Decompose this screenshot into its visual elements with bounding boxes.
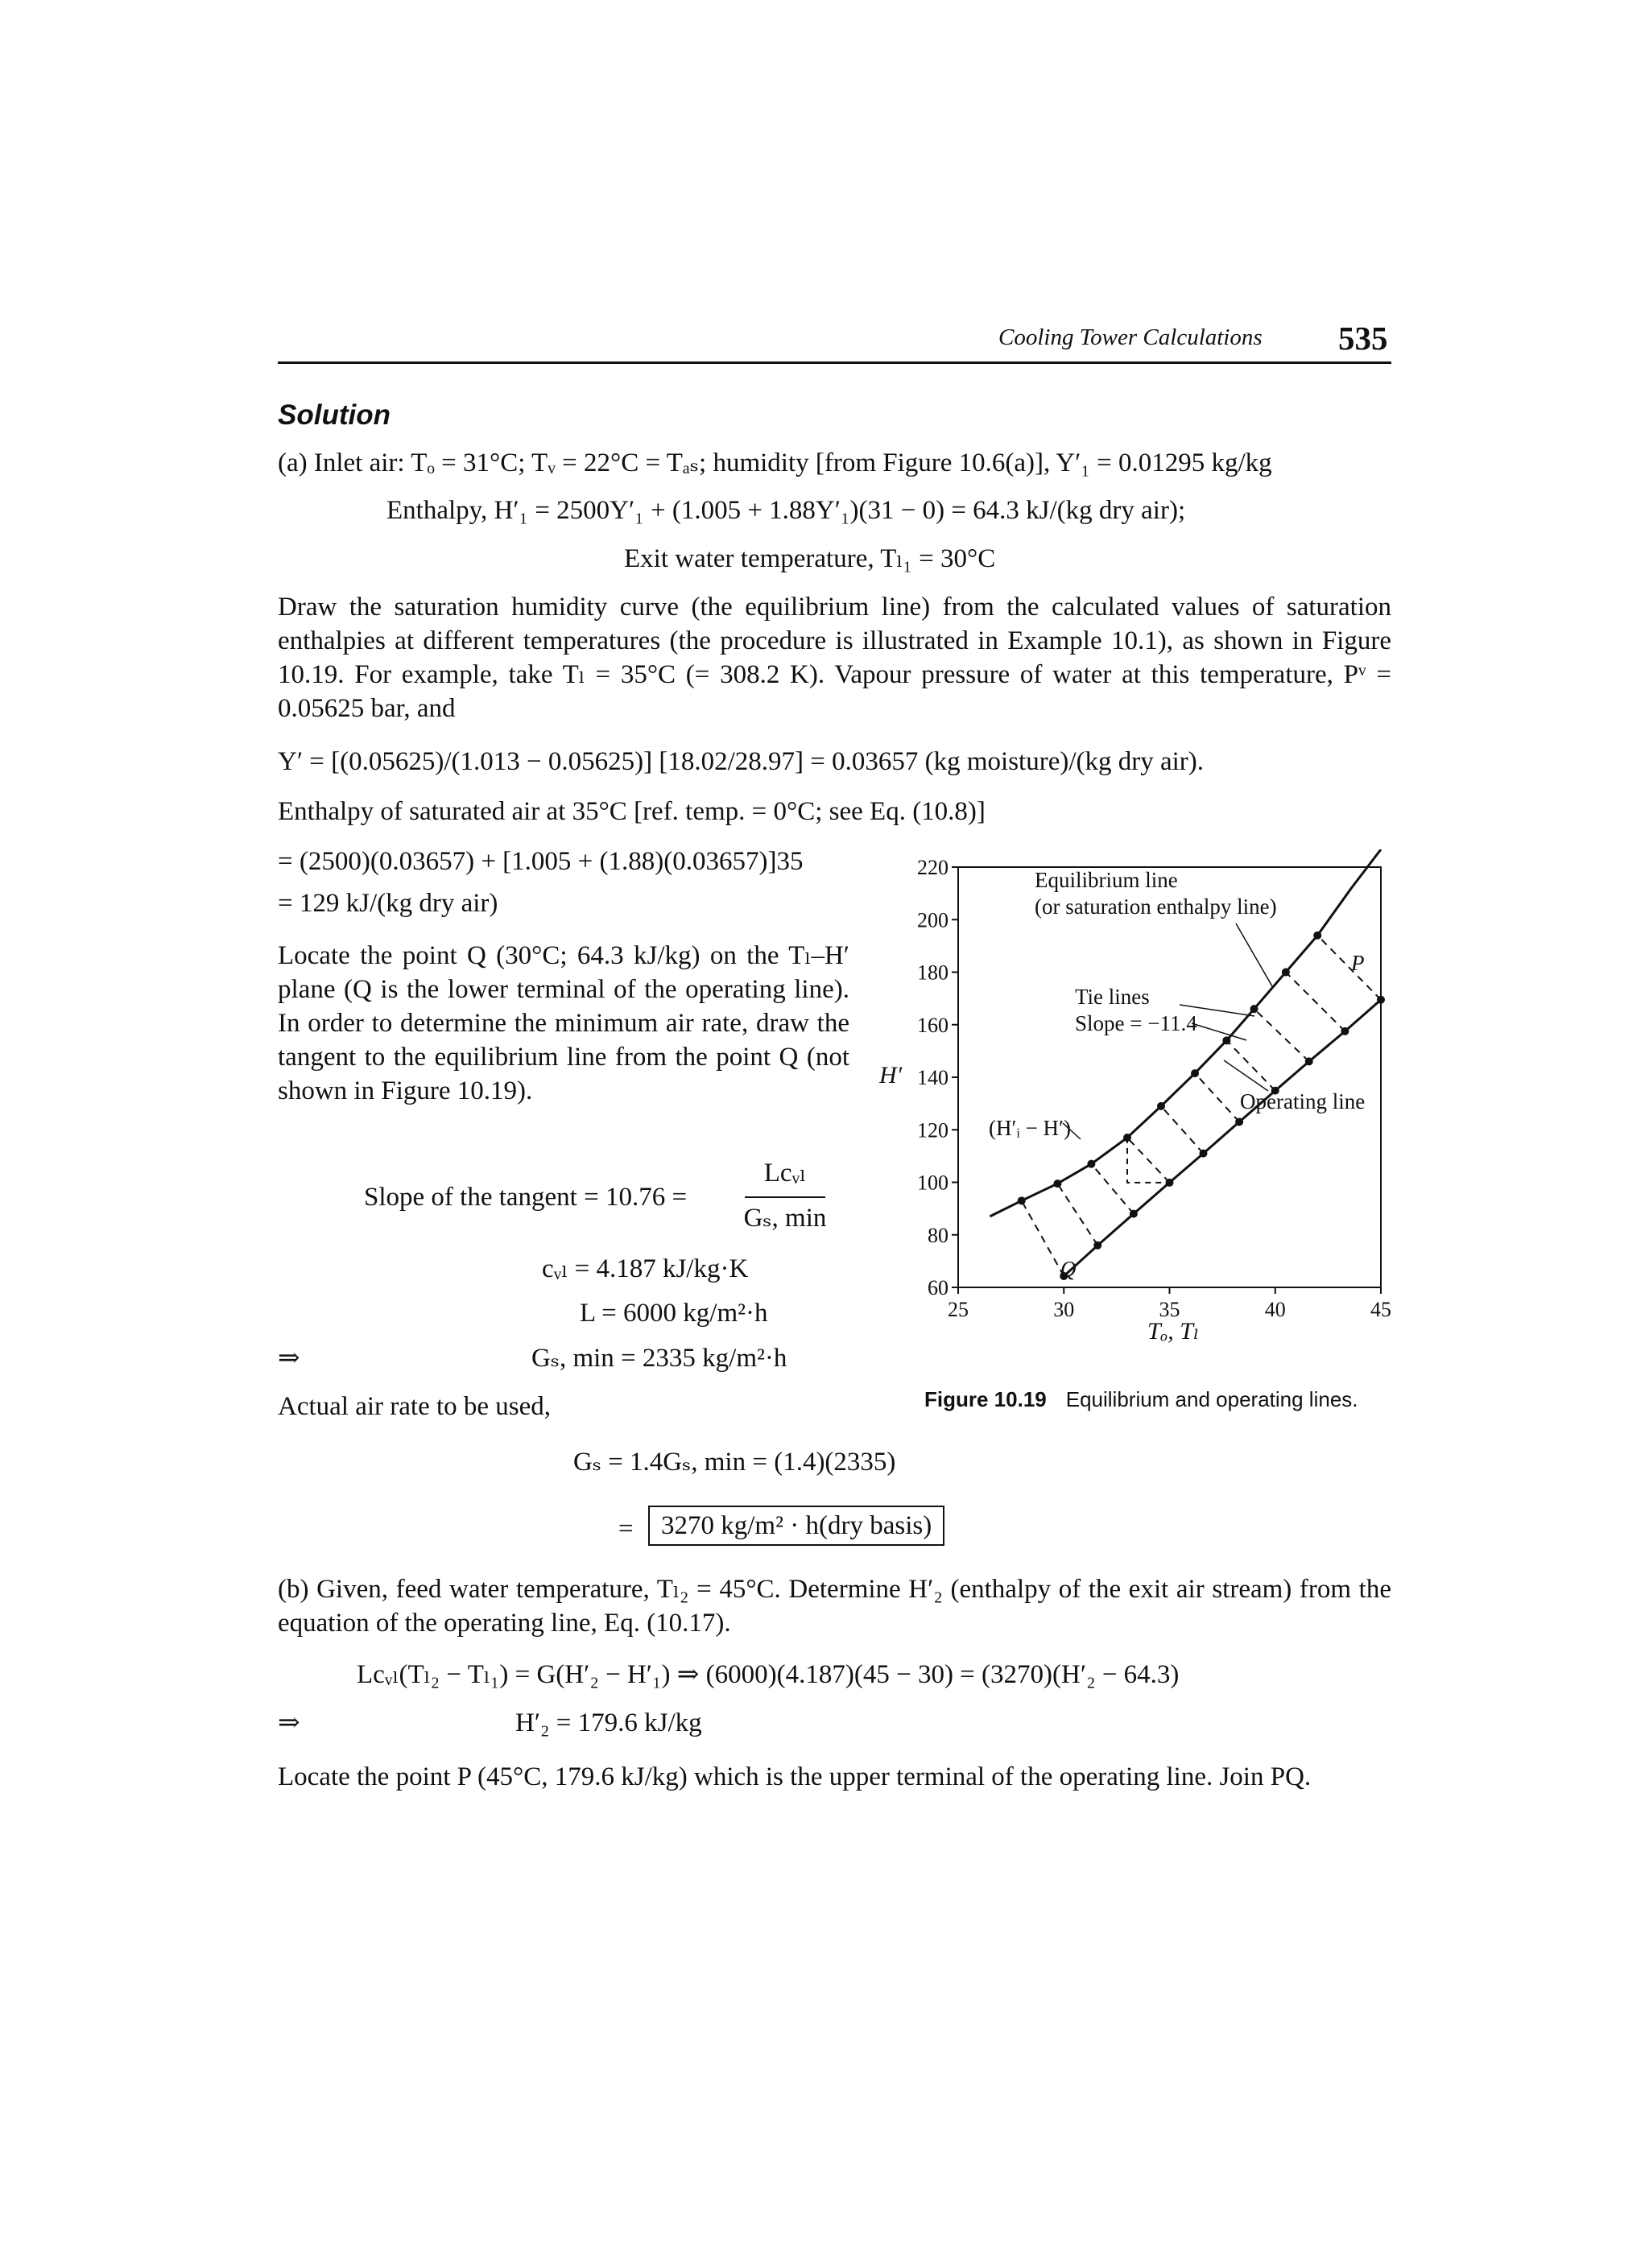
operating-point: [1305, 1057, 1313, 1065]
tie-line: [1226, 1040, 1275, 1090]
operating-pointer: [1224, 1060, 1268, 1091]
solution-heading: Solution: [278, 399, 391, 431]
equilibrium-label-1: Equilibrium line: [1035, 868, 1178, 892]
part-b-equation-1: Lcᵥₗ(Tₗ₂ − Tₗ₁) = G(H′₂ − H′₁) ⇒ (6000)(4.187)(45 − 30) = (3270)(H′₂ − 64.3): [357, 1660, 1180, 1689]
equilibrium-pointer: [1236, 923, 1272, 986]
equilibrium-label-2: (or saturation enthalpy line): [1035, 894, 1277, 919]
x-tick-label: 30: [1053, 1298, 1075, 1321]
figure-caption-text: Equilibrium and operating lines.: [1065, 1387, 1358, 1411]
tie-line: [1286, 973, 1345, 1031]
header-rule: [278, 361, 1391, 364]
operating-point: [1377, 996, 1385, 1004]
point-q-label: Q: [1060, 1257, 1077, 1281]
part-a-paragraph: Draw the saturation humidity curve (the equilibrium line) from the calculated values of saturation enthalpies at different temperatures (the procedure is illustrated in Example 10.1), as shown in Figure 10.19. For example, take Tₗ = 35°C (= 308.2 K). Vapour pressure of water at this temperature, Pᵛ = 0.05625 bar, and: [278, 593, 1391, 723]
page-number: 535: [1338, 320, 1388, 357]
equilibrium-point: [1250, 1005, 1258, 1013]
actual-air-rate: Actual air rate to be used,: [278, 1392, 552, 1421]
driving-force-label: (H′ᵢ − H′): [989, 1116, 1071, 1140]
y-tick-label: 60: [928, 1276, 948, 1299]
operating-point: [1200, 1150, 1208, 1158]
equilibrium-point: [1313, 932, 1321, 940]
x-tick-label: 35: [1159, 1298, 1180, 1321]
part-b-equation-2: H′₂ = 179.6 kJ/kg: [515, 1708, 702, 1737]
enthalpy-intro: Enthalpy of saturated air at 35°C [ref. temp. = 0°C; see Eq. (10.8)]: [278, 797, 986, 826]
equilibrium-point: [1053, 1179, 1061, 1188]
y-tick-label: 120: [917, 1118, 948, 1142]
plot-frame: [958, 867, 1381, 1287]
point-p-label: P: [1351, 951, 1365, 975]
operating-point: [1341, 1027, 1349, 1035]
y-tick-label: 100: [917, 1171, 948, 1195]
equation-enthalpy-1: = (2500)(0.03657) + [1.005 + (1.88)(0.03657)]35: [278, 847, 804, 876]
locate-p-line: Locate the point P (45°C, 179.6 kJ/kg) which is the upper terminal of the operating line. Join PQ.: [278, 1762, 1312, 1791]
gs-result-box: 3270 kg/m² · h(dry basis): [648, 1506, 944, 1546]
tie-line: [1127, 1138, 1170, 1183]
gs-equation: Gₛ = 1.4Gₛ, min = (1.4)(2335): [573, 1448, 896, 1477]
equilibrium-point: [1222, 1036, 1230, 1044]
figure-number: Figure 10.19: [924, 1387, 1047, 1411]
y-axis-label: H′: [879, 1062, 903, 1089]
operating-point: [1093, 1241, 1101, 1250]
slope-numerator: Lcᵥₗ: [763, 1159, 807, 1188]
tie-line: [1161, 1106, 1204, 1154]
l-value: L = 6000 kg/m²·h: [580, 1299, 768, 1328]
gsmin-value: Gₛ, min = 2335 kg/m²·h: [531, 1344, 787, 1373]
tie-line: [1254, 1009, 1309, 1061]
y-tick-label: 180: [917, 960, 948, 985]
equilibrium-point: [1157, 1102, 1165, 1110]
figure-10-19-chart: [870, 849, 1409, 1345]
figure-caption: [924, 1387, 1358, 1412]
x-tick-label: 25: [948, 1298, 969, 1321]
equilibrium-point: [1282, 969, 1290, 977]
x-tick-label: 40: [1264, 1298, 1286, 1321]
equilibrium-point: [1191, 1069, 1199, 1077]
tie-lines-slope: Slope = −11.4: [1075, 1011, 1197, 1035]
y-tick-label: 80: [928, 1223, 948, 1247]
x-tick-label: 45: [1370, 1298, 1391, 1321]
part-a-exit-water-line: Exit water temperature, Tₗ₁ = 30°C: [624, 544, 996, 573]
y-tick-label: 200: [917, 908, 948, 932]
implies-arrow-b: ⇒: [278, 1708, 300, 1737]
locate-q-paragraph: Locate the point Q (30°C; 64.3 kJ/kg) on the Tₗ–H′ plane (Q is the lower terminal of the operating line). In order to determine the minimum air rate, draw the tangent to the equilibrium line from the point Q (not shown in Figure 10.19).: [278, 941, 849, 1105]
equilibrium-point: [1087, 1160, 1095, 1168]
slope-equation-lhs: Slope of the tangent = 10.76 =: [364, 1183, 688, 1212]
operating-point: [1235, 1117, 1243, 1126]
tie-line: [1022, 1200, 1064, 1276]
part-a-line-1: (a) Inlet air: Tₒ = 31°C; Tᵥ = 22°C = Tₐₛ; humidity [from Figure 10.6(a)], Y′₁ = 0.01295 kg/kg: [278, 448, 1272, 477]
slope-denominator: Gₛ, min: [743, 1204, 827, 1233]
operating-line: [1064, 1000, 1381, 1276]
x-axis-label: Tₒ, Tₗ: [1147, 1318, 1200, 1345]
cwl-value: cᵥₗ = 4.187 kJ/kg·K: [542, 1254, 749, 1283]
equilibrium-point: [1123, 1134, 1131, 1142]
y-tick-label: 220: [917, 856, 948, 879]
tie-lines-label: Tie lines: [1075, 985, 1150, 1009]
operating-point: [1166, 1179, 1174, 1187]
equilibrium-point: [1018, 1196, 1026, 1204]
y-tick-label: 160: [917, 1013, 948, 1037]
part-b-paragraph: (b) Given, feed water temperature, Tₗ₂ = 45°C. Determine H′₂ (enthalpy of the exit air stream) from the equation of the operating line, Eq. (10.17).: [278, 1575, 1391, 1638]
tie-line: [1195, 1073, 1239, 1122]
part-a-enthalpy-line: Enthalpy, H′₁ = 2500Y′₁ + (1.005 + 1.88Y′₁)(31 − 0) = 64.3 kJ/(kg dry air);: [386, 496, 1186, 525]
gs-equals: =: [618, 1514, 634, 1543]
tie-line: [1317, 936, 1381, 1000]
tie-line: [1057, 1184, 1097, 1246]
y-tick-label: 140: [917, 1066, 948, 1089]
running-header-title: Cooling Tower Calculations: [998, 324, 1263, 350]
fraction-bar: [745, 1196, 825, 1198]
equation-enthalpy-2: = 129 kJ/(kg dry air): [278, 889, 498, 918]
equation-y-prime: Y′ = [(0.05625)/(1.013 − 0.05625)] [18.02/28.97] = 0.03657 (kg moisture)/(kg dry air).: [278, 747, 1205, 776]
implies-arrow-a: ⇒: [278, 1344, 300, 1373]
operating-point: [1130, 1210, 1138, 1218]
operating-line-label: Operating line: [1240, 1089, 1366, 1113]
